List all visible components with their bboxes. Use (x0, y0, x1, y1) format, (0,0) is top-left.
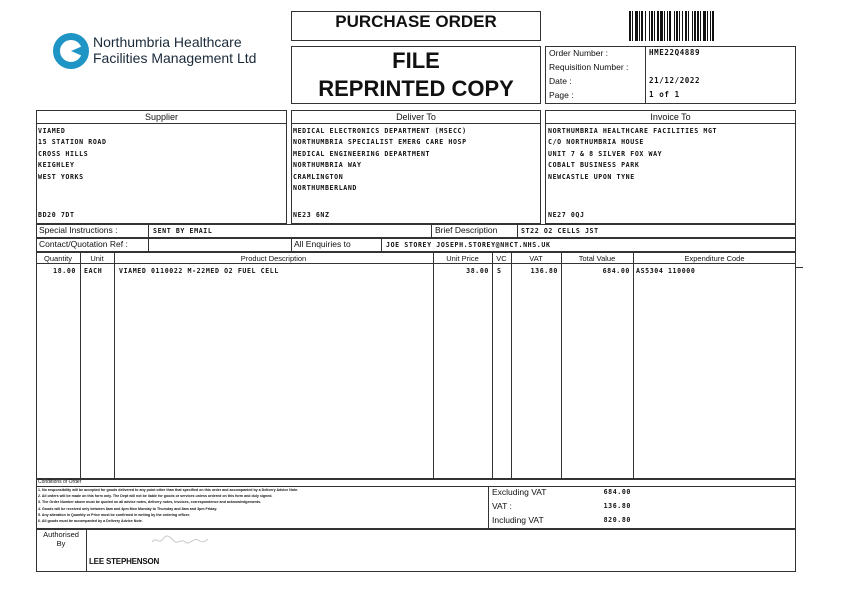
barcode-bar (664, 11, 665, 41)
logo-ring-icon (51, 31, 91, 71)
condition-item: 4. Goods will be received only between 8am and 4pm Mon Monday to Thursday and 8am and 3pm Friday. (38, 506, 218, 511)
special-instructions-label: Special Instructions : (39, 225, 118, 235)
barcode-bar (657, 11, 659, 41)
document-title-box (291, 11, 541, 41)
condition-item: 3. The Order Number above must be quoted on all advice notes, delivery notes, invoices, correspondence and acknowledgements. (38, 500, 262, 505)
special-instructions-row (36, 224, 796, 238)
row-quantity: 18.00 (53, 267, 76, 275)
address-line: MEDICAL ENGINEERING DEPARTMENT (293, 149, 431, 158)
barcode-bar (676, 11, 678, 41)
company-logo (51, 31, 91, 71)
barcode-bar (679, 11, 680, 41)
order-number-label: Order Number : (549, 48, 609, 58)
barcode-bar (710, 11, 711, 41)
order-info-labels (549, 46, 628, 102)
conditions-list (38, 487, 298, 524)
barcode-bar (682, 11, 683, 41)
col-header-vat: VAT (529, 254, 543, 263)
barcode-bar (700, 11, 701, 41)
supplier-heading: Supplier (144, 112, 179, 122)
special-instructions-value: SENT BY EMAIL (153, 227, 213, 235)
address-line: UNIT 7 & 8 SILVER FOX WAY (548, 149, 663, 158)
address-line: CROSS HILLS (38, 149, 89, 158)
address-line: NORTHUMBRIA SPECIALIST EMERG CARE HOSP (293, 138, 467, 147)
address-line: C/O NORTHUMBRIA HOUSE (548, 138, 644, 147)
brief-description-label: Brief Description (435, 225, 498, 235)
col-header-description: Product Description (240, 254, 307, 263)
items-table (36, 252, 796, 479)
authorised-label (36, 530, 86, 548)
barcode (629, 11, 747, 41)
barcode-bar (712, 11, 714, 41)
date-label: Date : (549, 76, 572, 86)
address-line: VIAMED (38, 127, 66, 135)
row-total-value: 684.00 (602, 267, 630, 275)
col-header-vc: VC (496, 254, 507, 263)
condition-item: 6. All goods must be accompanied by a Delivery Advice Note. (38, 519, 143, 524)
barcode-bar (685, 11, 687, 41)
enquiries-label: All Enquiries to (294, 239, 351, 249)
address-line: NEWCASTLE UPON TYNE (548, 172, 635, 181)
including-vat-label: Including VAT (492, 515, 544, 525)
totals-vat-row (491, 500, 631, 514)
contact-ref-label: Contact/Quotation Ref : (39, 239, 128, 249)
address-line: NORTHUMBRIA HEALTHCARE FACILITIES MGT (548, 127, 718, 135)
enquiries-value: JOE STOREY JOSEPH.STOREY@NHCT.NHS.UK (386, 241, 551, 249)
barcode-bar (654, 11, 655, 41)
address-line: COBALT BUSINESS PARK (548, 161, 640, 170)
barcode-bar (639, 11, 640, 41)
barcode-bar (629, 11, 631, 41)
col-header-unit: Unit (90, 254, 104, 263)
vat-total-value: 136.80 (603, 502, 631, 510)
totals-excluding-row (491, 486, 631, 500)
barcode-bar (635, 11, 638, 41)
address-line: WEST YORKS (38, 172, 84, 181)
address-line: KEIGHLEY (38, 161, 75, 170)
including-vat-value: 820.80 (603, 516, 631, 524)
barcode-bar (651, 11, 653, 41)
row-vat: 136.80 (530, 267, 558, 275)
row-expenditure-code: AS5304 110000 (636, 267, 696, 275)
barcode-bar (703, 11, 706, 41)
invoice-to-address (548, 126, 717, 183)
condition-item: 2. All orders will be made on this form only. The Dept will not be liable for goods or services unless ordered on this form and duly signed. (38, 494, 273, 499)
invoice-to-postcode: NE27 0QJ (548, 211, 585, 219)
vat-total-label: VAT : (492, 501, 512, 511)
barcode-bar (645, 11, 646, 41)
row-vc: S (497, 267, 502, 275)
barcode-bar (692, 11, 693, 41)
address-line: NORTHUMBERLAND (293, 184, 357, 193)
barcode-bar (669, 11, 671, 41)
barcode-bar (641, 11, 643, 41)
excluding-vat-value: 684.00 (603, 488, 631, 496)
requisition-number-label: Requisition Number : (549, 62, 629, 72)
requisition-number-value (649, 60, 700, 74)
authorised-name: LEE STEPHENSON (89, 557, 160, 566)
condition-item: 5. Any alteration in Quantity or Price must be confirmed in writing by the ordering officer. (38, 512, 191, 517)
company-name (93, 34, 256, 66)
invoice-to-heading: Invoice To (650, 112, 691, 122)
conditions-title: Conditions of Order (38, 479, 82, 485)
authorised-label-line2: By (56, 539, 66, 548)
copy-label-reprinted: REPRINTED COPY (318, 76, 514, 101)
totals-including-row (491, 514, 631, 528)
authorised-label-line1: Authorised (43, 530, 79, 539)
totals-panel (491, 486, 631, 528)
barcode-bar (697, 11, 699, 41)
deliver-to-address (293, 126, 467, 194)
col-header-total-value: Total Value (578, 254, 616, 263)
row-description: VIAMED 0110022 M-22MED O2 FUEL CELL (119, 267, 279, 275)
order-number-value: HME22Q4889 (649, 48, 701, 57)
barcode-bar (707, 11, 708, 41)
supplier-postcode: BD20 7DT (38, 211, 75, 219)
col-header-expenditure-code: Expenditure Code (684, 254, 745, 263)
deliver-to-postcode: NE23 6NZ (293, 211, 330, 219)
barcode-bar (667, 11, 668, 41)
company-name-line2: Facilities Management Ltd (93, 50, 257, 66)
barcode-bar (674, 11, 675, 41)
page-value: 1 of 1 (649, 90, 680, 99)
barcode-bars (629, 11, 747, 41)
condition-item: 1. No responsibility will be accepted for goods delivered to any point other than that specified on this order and accompanied by a Delivery Advice Note. (38, 488, 299, 492)
barcode-bar (632, 11, 633, 41)
page-label: Page : (549, 90, 574, 100)
date-value: 21/12/2022 (649, 76, 701, 85)
deliver-to-heading: Deliver To (396, 112, 436, 122)
order-info-values (649, 46, 700, 102)
col-header-unit-price: Unit Price (446, 254, 479, 263)
row-unit-price: 38.00 (466, 267, 489, 275)
address-line: 15 STATION ROAD (38, 138, 107, 147)
barcode-bar (649, 11, 650, 41)
excluding-vat-label: Excluding VAT (492, 487, 547, 497)
barcode-bar (660, 11, 663, 41)
company-name-line1: Northumbria Healthcare (93, 34, 242, 50)
address-line: NORTHUMBRIA WAY (293, 161, 362, 170)
supplier-address (38, 126, 107, 183)
document-title: PURCHASE ORDER (335, 12, 497, 31)
barcode-bar (694, 11, 696, 41)
copy-label-file: FILE (392, 48, 440, 73)
signature-image (150, 533, 210, 552)
address-line: CRAMLINGTON (293, 172, 344, 181)
brief-description-value: ST22 O2 CELLS JST (521, 227, 599, 235)
barcode-bar (688, 11, 689, 41)
col-header-quantity: Quantity (44, 254, 72, 263)
copy-label-box (291, 46, 541, 104)
row-unit: EACH (84, 267, 103, 275)
address-line: MEDICAL ELECTRONICS DEPARTMENT (MSECC) (293, 127, 467, 135)
